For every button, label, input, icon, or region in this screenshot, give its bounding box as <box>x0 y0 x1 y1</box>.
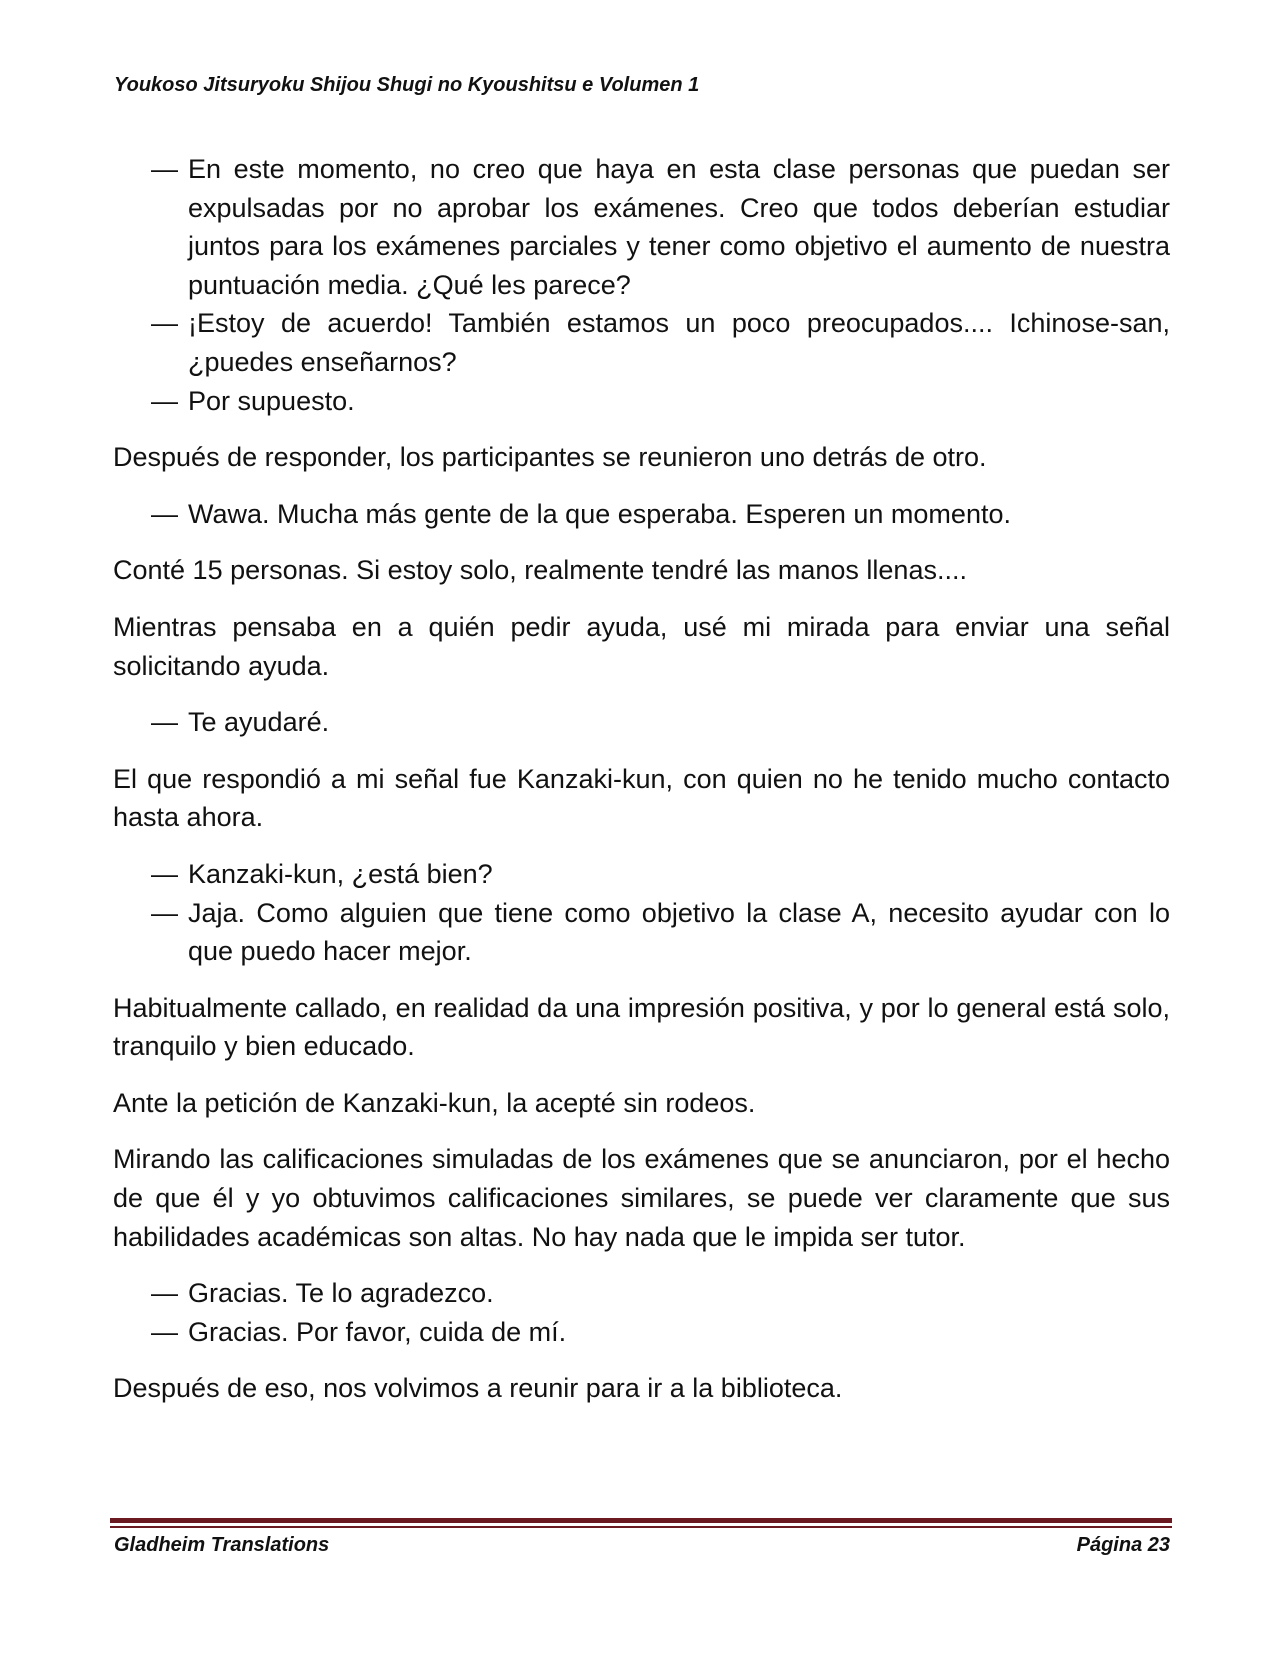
running-header: Youkoso Jitsuryoku Shijou Shugi no Kyoushitsu e Volumen 1 <box>114 74 700 96</box>
em-dash: — <box>151 1278 178 1309</box>
em-dash: — <box>151 154 178 184</box>
dialogue-text: ¡Estoy de acuerdo! También estamos un poco preocupados.... Ichinose-san, ¿puedes enseñarnos? <box>188 308 1170 377</box>
dialogue-text: En este momento, no creo que haya en esta clase personas que puedan ser expulsadas por no aprobar los exámenes. Creo que todos deberían estudiar juntos para los exámenes parciales y tener como objetivo el aumento de nuestra puntuación media. ¿Qué les parece? <box>188 154 1170 300</box>
paragraph: Mientras pensaba en a quién pedir ayuda, usé mi mirada para enviar una señal solicitando ayuda. <box>113 611 1170 681</box>
em-dash: — <box>151 707 178 738</box>
dialogue-text: Jaja. Como alguien que tiene como objetivo la clase A, necesito ayudar con lo que puedo hacer mejor. <box>188 897 1170 967</box>
footer-rule-thin <box>110 1526 1172 1528</box>
dialogue-line <box>113 382 1170 421</box>
dialogue-group <box>113 855 1170 971</box>
dialogue-group <box>113 1274 1170 1351</box>
dialogue-text: Te ayudaré. <box>188 707 330 738</box>
paragraph: Conté 15 personas. Si estoy solo, realmente tendré las manos llenas.... <box>113 555 967 586</box>
dialogue-text: Gracias. Por favor, cuida de mí. <box>188 1316 567 1347</box>
em-dash: — <box>151 308 178 339</box>
dialogue-text: Kanzaki-kun, ¿está bien? <box>188 858 493 889</box>
em-dash: — <box>151 498 178 529</box>
dialogue-line <box>113 855 1170 894</box>
em-dash: — <box>151 1316 178 1347</box>
paragraph: Después de eso, nos volvimos a reunir para ir a la biblioteca. <box>113 1373 843 1404</box>
dialogue-line <box>113 304 1170 381</box>
em-dash: — <box>151 897 178 928</box>
em-dash: — <box>151 385 178 416</box>
dialogue-group <box>113 495 1170 534</box>
paragraph: Habitualmente callado, en realidad da una impresión positiva, y por lo general está solo, tranquilo y bien educado. <box>113 992 1170 1062</box>
dialogue-text: Por supuesto. <box>188 385 355 416</box>
paragraph: Ante la petición de Kanzaki-kun, la acepté sin rodeos. <box>113 1087 756 1118</box>
dialogue-text: Wawa. Mucha más gente de la que esperaba. Esperen un momento. <box>188 498 1011 529</box>
page-number: Página 23 <box>1076 1534 1170 1556</box>
dialogue-line <box>113 703 1170 742</box>
dialogue-text: Gracias. Te lo agradezco. <box>188 1278 494 1309</box>
dialogue-line <box>113 1274 1170 1313</box>
em-dash: — <box>151 858 178 889</box>
footer-credit: Gladheim Translations <box>114 1534 330 1556</box>
dialogue-group <box>113 150 1170 420</box>
footer-rule-thick <box>110 1518 1172 1523</box>
paragraph: Mirando las calificaciones simuladas de los exámenes que se anunciaron, por el hecho de que él y yo obtuvimos calificaciones similares, se puede ver claramente que sus habilidades académicas son altas. No hay nada que le impida ser tutor. <box>113 1144 1170 1252</box>
dialogue-line <box>113 1313 1170 1352</box>
dialogue-line <box>113 894 1170 971</box>
dialogue-line <box>113 495 1170 534</box>
page-body <box>113 150 1170 1426</box>
paragraph: El que respondió a mi señal fue Kanzaki-kun, con quien no he tenido mucho contacto hasta ahora. <box>113 763 1170 833</box>
paragraph: Después de responder, los participantes se reunieron uno detrás de otro. <box>113 442 987 473</box>
dialogue-line <box>113 150 1170 304</box>
dialogue-group <box>113 703 1170 742</box>
